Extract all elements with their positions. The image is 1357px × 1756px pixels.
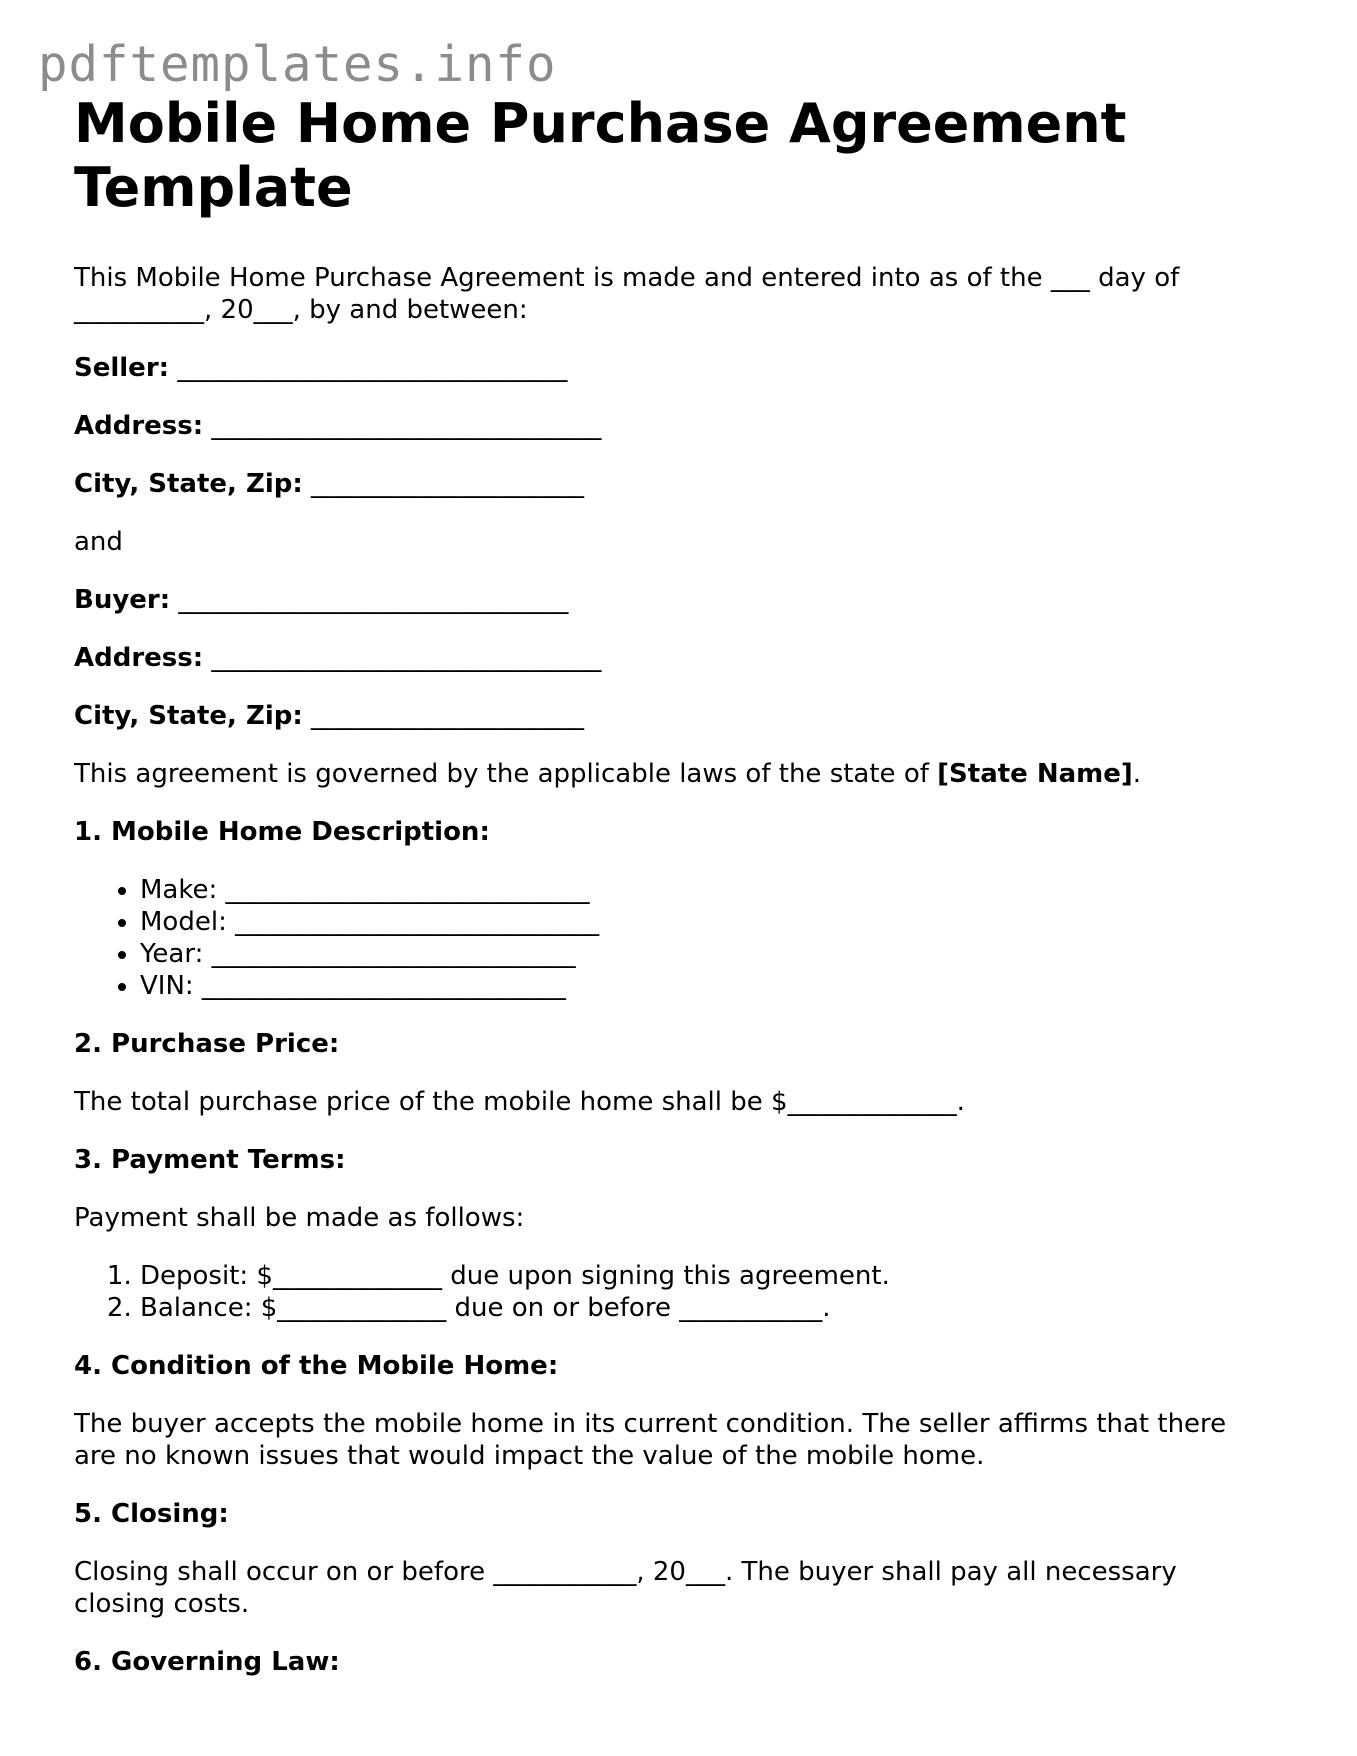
watermark: pdftemplates.info xyxy=(38,36,557,93)
seller-city-label: City, State, Zip: xyxy=(74,469,303,499)
state-name-placeholder: [State Name] xyxy=(937,759,1133,789)
section-3-heading: 3. Payment Terms: xyxy=(74,1145,346,1175)
seller-city-blank: _____________________ xyxy=(311,469,585,499)
mobile-home-description-list xyxy=(74,874,1294,1002)
condition-line-1: The buyer accepts the mobile home in its current condition. The seller affirms that there xyxy=(74,1409,1227,1439)
section-4-heading: 4. Condition of the Mobile Home: xyxy=(74,1351,559,1381)
buyer-address-field xyxy=(74,642,1294,674)
list-item-model: • Model: ____________________________ xyxy=(140,906,1294,938)
seller-city-field xyxy=(74,468,1294,500)
condition-paragraph xyxy=(74,1408,1294,1472)
buyer-city-blank: _____________________ xyxy=(311,701,585,731)
intro-line-1: This Mobile Home Purchase Agreement is made and entered into as of the ___ day of xyxy=(74,263,1180,293)
payment-terms-text: Payment shall be made as follows: xyxy=(74,1203,525,1233)
seller-address-label: Address: xyxy=(74,411,204,441)
and-text: and xyxy=(74,527,123,557)
buyer-name-label: Buyer: xyxy=(74,585,171,615)
buyer-name-blank: ______________________________ xyxy=(178,585,569,615)
governing-end: . xyxy=(1132,759,1142,789)
section-6-heading: 6. Governing Law: xyxy=(74,1647,340,1677)
closing-paragraph xyxy=(74,1556,1294,1620)
list-item-make: • Make: ____________________________ xyxy=(140,874,1294,906)
condition-line-2: are no known issues that would impact the value of the mobile home. xyxy=(74,1441,985,1471)
document-page xyxy=(74,92,1294,1678)
intro-line-2: __________, 20___, by and between: xyxy=(74,295,528,325)
seller-name-field xyxy=(74,352,1294,384)
buyer-address-blank: ______________________________ xyxy=(211,643,602,673)
governing-statement xyxy=(74,758,1294,790)
section-1-heading: 1. Mobile Home Description: xyxy=(74,817,490,847)
payment-terms-list xyxy=(74,1260,1294,1324)
seller-address-blank: ______________________________ xyxy=(211,411,602,441)
list-item-year: • Year: ____________________________ xyxy=(140,938,1294,970)
closing-line-1: Closing shall occur on or before ___________, 20___. The buyer shall pay all necessary xyxy=(74,1557,1177,1587)
list-item-vin: • VIN: ____________________________ xyxy=(140,970,1294,1002)
buyer-city-field xyxy=(74,700,1294,732)
closing-line-2: closing costs. xyxy=(74,1589,250,1619)
buyer-address-label: Address: xyxy=(74,643,204,673)
section-2-heading: 2. Purchase Price: xyxy=(74,1029,340,1059)
purchase-price-text: The total purchase price of the mobile home shall be $_____________. xyxy=(74,1087,965,1117)
seller-name-label: Seller: xyxy=(74,353,170,383)
list-item-deposit: 1. Deposit: $_____________ due upon signing this agreement. xyxy=(140,1260,1294,1292)
document-title: Mobile Home Purchase Agreement Template xyxy=(74,92,1127,219)
intro-paragraph xyxy=(74,262,1294,326)
seller-address-field xyxy=(74,410,1294,442)
seller-name-blank: ______________________________ xyxy=(177,353,568,383)
list-item-balance: 2. Balance: $_____________ due on or before ___________. xyxy=(140,1292,1294,1324)
section-5-heading: 5. Closing: xyxy=(74,1499,229,1529)
buyer-city-label: City, State, Zip: xyxy=(74,701,303,731)
governing-text: This agreement is governed by the applicable laws of the state of xyxy=(74,759,938,789)
buyer-name-field xyxy=(74,584,1294,616)
